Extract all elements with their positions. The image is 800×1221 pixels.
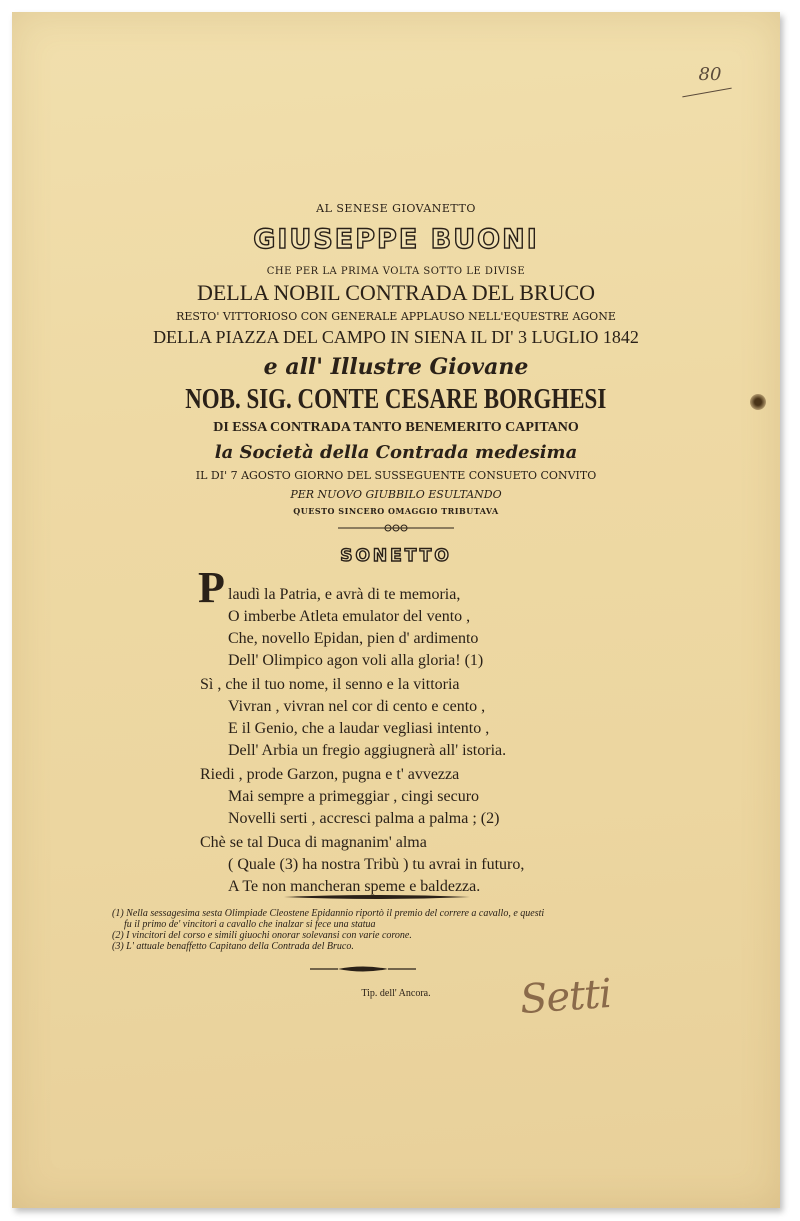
poem-line: Che, novello Epidan, pien d' ardimento [228,630,479,647]
poem-line: Novelli serti , accresci palma a palma ; (2) [228,810,500,827]
heading-line-9: IL DI' 7 AGOSTO GIORNO DEL SUSSEGUENTE CONSUETO CONVITO [195,469,597,482]
poem-line: Vivran , vivran nel cor di cento e cento , [228,698,486,715]
poem-line: ( Quale (3) ha nostra Tribù ) tu avrai in futuro, [228,856,525,873]
poem-line: Mai sempre a primeggiar , cingi securo [228,788,480,805]
handwritten-signature: Setti [518,970,613,1024]
footnote: (2) I vincitori del corso e simili giuochi onorar solevansi con varie corone. [112,930,412,941]
stanza-3 [200,764,620,830]
heading-line-8: la Società della Contrada medesima [214,442,578,463]
honoree-name: GIUSEPPE BUONI [253,224,539,255]
divider-rule [282,892,472,902]
poem-line: laudì la Patria, e avrà di te memoria, [228,586,461,603]
drop-cap: P [198,563,225,612]
heading-line-6: NOB. SIG. CONTE CESARE BORGHESI [185,384,607,415]
page-number-underline [682,88,731,98]
divider-ornament-top [336,522,456,534]
stanza-2 [200,674,620,762]
poem-line: A Te non mancheran speme e baldezza. [228,878,481,895]
heading-line-7: DI ESSA CONTRADA TANTO BENEMERITO CAPITANO [213,420,579,435]
poem-line: E il Genio, che a laudar vegliasi intento , [228,720,490,737]
poem-line: O imberbe Atleta emulator del vento , [228,608,471,625]
heading-line-2: DELLA NOBIL CONTRADA DEL BRUCO [196,280,596,305]
poem-line: Dell' Olimpico agon voli alla gloria! (1) [228,652,484,669]
heading-line-11: QUESTO SINCERO OMAGGIO TRIBUTAVA [293,506,499,516]
printer-imprint: Tip. dell' Ancora. [361,988,431,999]
poem-line: Dell' Arbia un fregio aggiugnerà all' istoria. [228,742,507,759]
heading-line-5: e all' Illustre Giovane [263,354,529,380]
page-number: 80 [698,64,722,85]
sonnet-title: SONETTO [340,546,452,566]
poem-line: Sì , che il tuo nome, il senno e la vittoria [200,676,460,693]
dedication: AL SENESE GIOVANETTO [316,202,476,215]
footnotes [112,908,712,952]
footnote: (3) L' attuale benaffetto Capitano della Contrada del Bruco. [112,941,354,952]
heading-line-1: CHE PER LA PRIMA VOLTA SOTTO LE DIVISE [266,266,526,277]
heading-line-4: DELLA PIAZZA DEL CAMPO IN SIENA IL DI' 3 LUGLIO 1842 [153,327,639,347]
heading-line-3: RESTO' VITTORIOSO CON GENERALE APPLAUSO NELL'EQUESTRE AGONE [176,310,616,323]
document-sheet [12,12,780,1208]
heading-line-10: PER NUOVO GIUBBILO ESULTANDO [290,488,502,501]
poem-line: Riedi , prode Garzon, pugna e t' avvezza [200,766,460,783]
footnote: fu il primo de' vincitori a cavallo che inalzar si fece una statua [124,919,376,930]
divider-ornament-bottom [308,964,418,974]
heading-line-6-wrap [12,382,780,416]
footnote: (1) Nella sessagesima sesta Olimpiade Cleostene Epidannio riportò il premio del correre a cavallo, e questi [112,908,545,919]
poem-line: Chè se tal Duca di magnanim' alma [200,834,427,851]
stanza-1 [200,584,620,672]
stanza-4 [200,832,620,898]
